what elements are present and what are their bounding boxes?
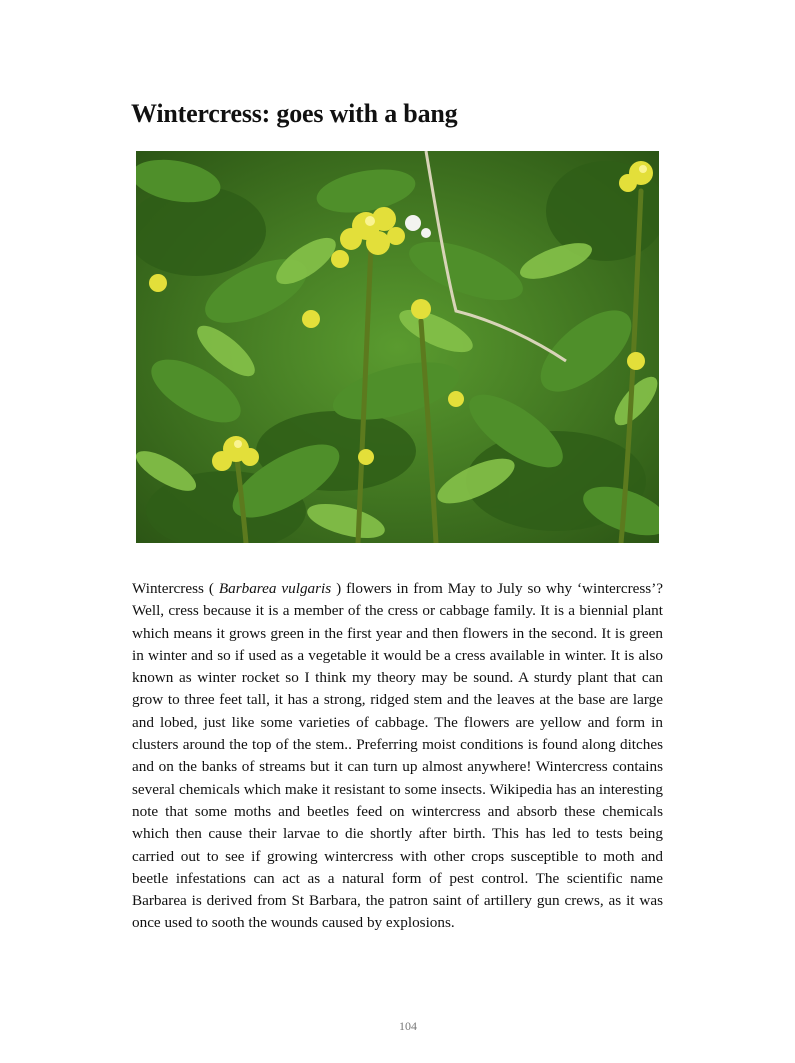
article-intro: Wintercress ( xyxy=(132,580,214,597)
article-body xyxy=(132,578,663,935)
wintercress-photo xyxy=(136,151,659,543)
wintercress-plant-image xyxy=(136,151,659,543)
latin-name: Barbarea vulgaris xyxy=(218,580,332,597)
page-number: 104 xyxy=(399,1019,417,1033)
page-title: Wintercress: goes with a bang xyxy=(131,99,458,128)
article-text: ) flowers in from May to July so why ‘wintercress’? Well, cress because it is a member of the cress or cabbage family. It is a biennial plant which means it grows green in the first year and then flowers in the second. It is green in winter and so if used as a vegetable it would be a cress available in winter. It is also known as winter rocket so I think my theory may be sound. A sturdy plant that can grow to three feet tall, it has a strong, ridged stem and the leaves at the base are large and lobed, just like some varieties of cabbage. The flowers are yellow and form in clusters around the top of the stem.. Preferring moist conditions is found along ditches and on the banks of streams but it can turn up almost anywhere! Wintercress contains several chemicals which make it resistant to some insects. Wikipedia has an interesting note that some moths and beetles feed on wintercress and absorb these chemicals which then cause their larvae to die shortly after birth. This has led to tests being carried out to see if growing wintercress with other crops susceptible to moth and beetle infestations can act as a natural form of pest control. The scientific name Barbarea is derived from St Barbara, the patron saint of artillery gun crews, as it was once used to sooth the wounds caused by explosions. xyxy=(132,580,663,932)
